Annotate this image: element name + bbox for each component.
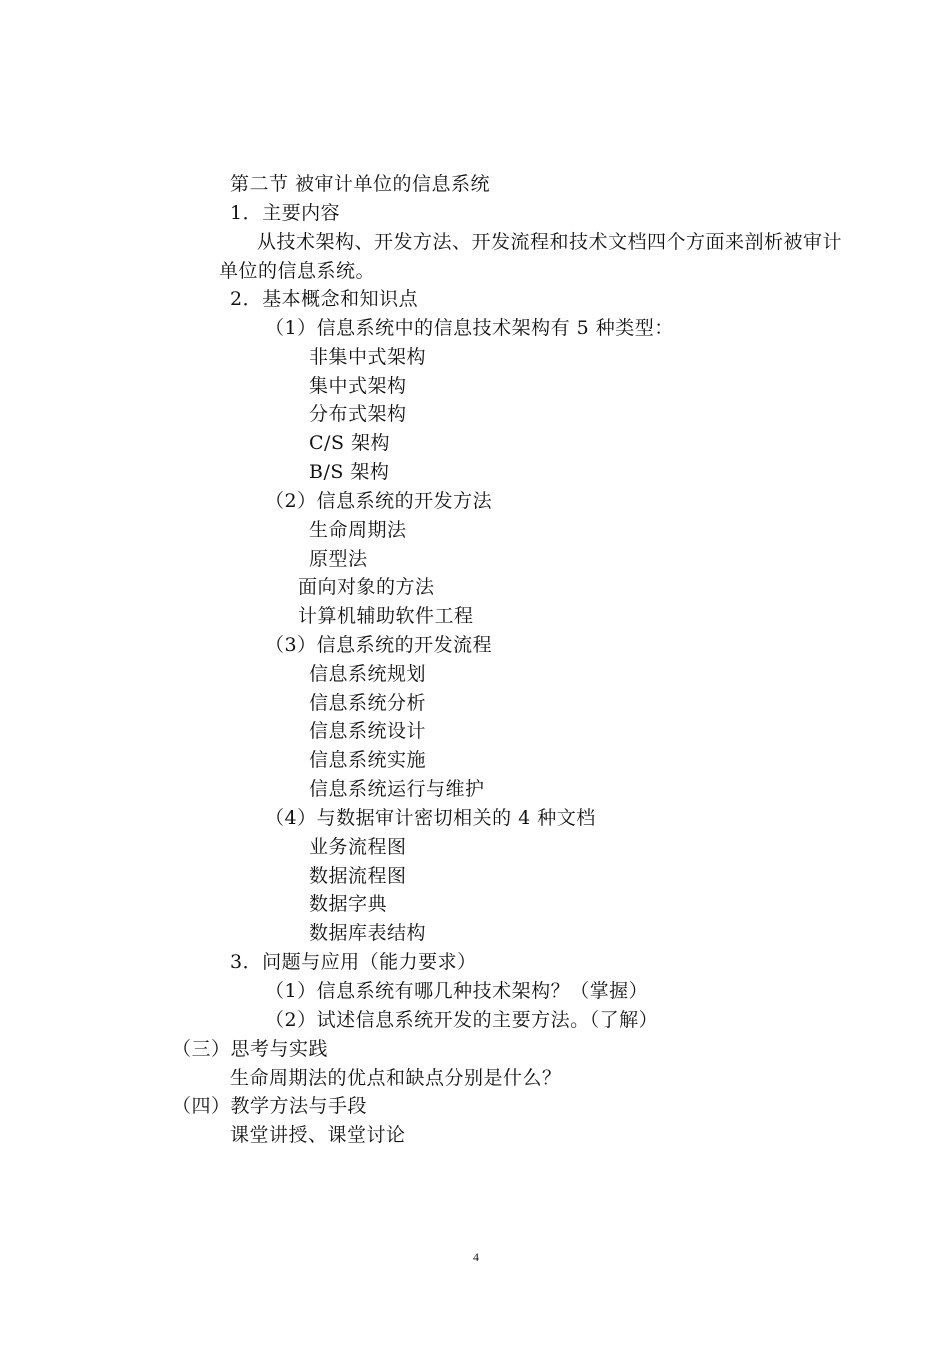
page-number: 4 <box>473 1250 479 1264</box>
list-item: 数据流程图 <box>309 865 407 887</box>
list-item: 数据字典 <box>309 893 388 915</box>
main-content-heading: 1．主要内容 <box>230 202 341 224</box>
list-item: 分布式架构 <box>309 403 407 425</box>
list-item: 数据库表结构 <box>309 922 427 944</box>
list-item: 信息系统分析 <box>309 692 427 714</box>
process-heading: （3）信息系统的开发流程 <box>265 634 493 656</box>
list-item: 信息系统实施 <box>309 749 427 771</box>
list-item: 原型法 <box>309 548 368 570</box>
main-content-paragraph-line-1: 从技术架构、开发方法、开发流程和技术文档四个方面来剖析被审计 <box>257 231 843 253</box>
main-content-paragraph-line-2: 单位的信息系统。 <box>219 260 376 282</box>
list-item: 信息系统设计 <box>309 720 427 742</box>
questions-heading: 3．问题与应用（能力要求） <box>230 951 477 973</box>
teaching-text: 课堂讲授、课堂讨论 <box>230 1124 406 1146</box>
section-title: 第二节 被审计单位的信息系统 <box>230 173 491 195</box>
question-item: （1）信息系统有哪几种技术架构？（掌握） <box>265 980 649 1002</box>
list-item: 计算机辅助软件工程 <box>298 605 474 627</box>
methods-heading: （2）信息系统的开发方法 <box>265 490 493 512</box>
list-item: 非集中式架构 <box>309 346 427 368</box>
list-item: 业务流程图 <box>309 836 407 858</box>
list-item: 集中式架构 <box>309 375 407 397</box>
list-item: C/S 架构 <box>309 432 390 454</box>
list-item: 信息系统规划 <box>309 663 427 685</box>
documents-heading: （4）与数据审计密切相关的 4 种文档 <box>265 807 596 829</box>
reflection-text: 生命周期法的优点和缺点分别是什么？ <box>230 1067 562 1089</box>
list-item: 面向对象的方法 <box>298 576 435 598</box>
list-item: 信息系统运行与维护 <box>309 778 485 800</box>
architecture-heading: （1）信息系统中的信息技术架构有 5 种类型： <box>265 317 674 339</box>
list-item: 生命周期法 <box>309 519 407 541</box>
reflection-heading: （三）思考与实践 <box>172 1038 329 1060</box>
list-item: B/S 架构 <box>309 461 390 483</box>
concepts-heading: 2．基本概念和知识点 <box>230 288 419 310</box>
teaching-heading: （四）教学方法与手段 <box>172 1095 368 1117</box>
question-item: （2）试述信息系统开发的主要方法。（了解） <box>265 1009 659 1031</box>
